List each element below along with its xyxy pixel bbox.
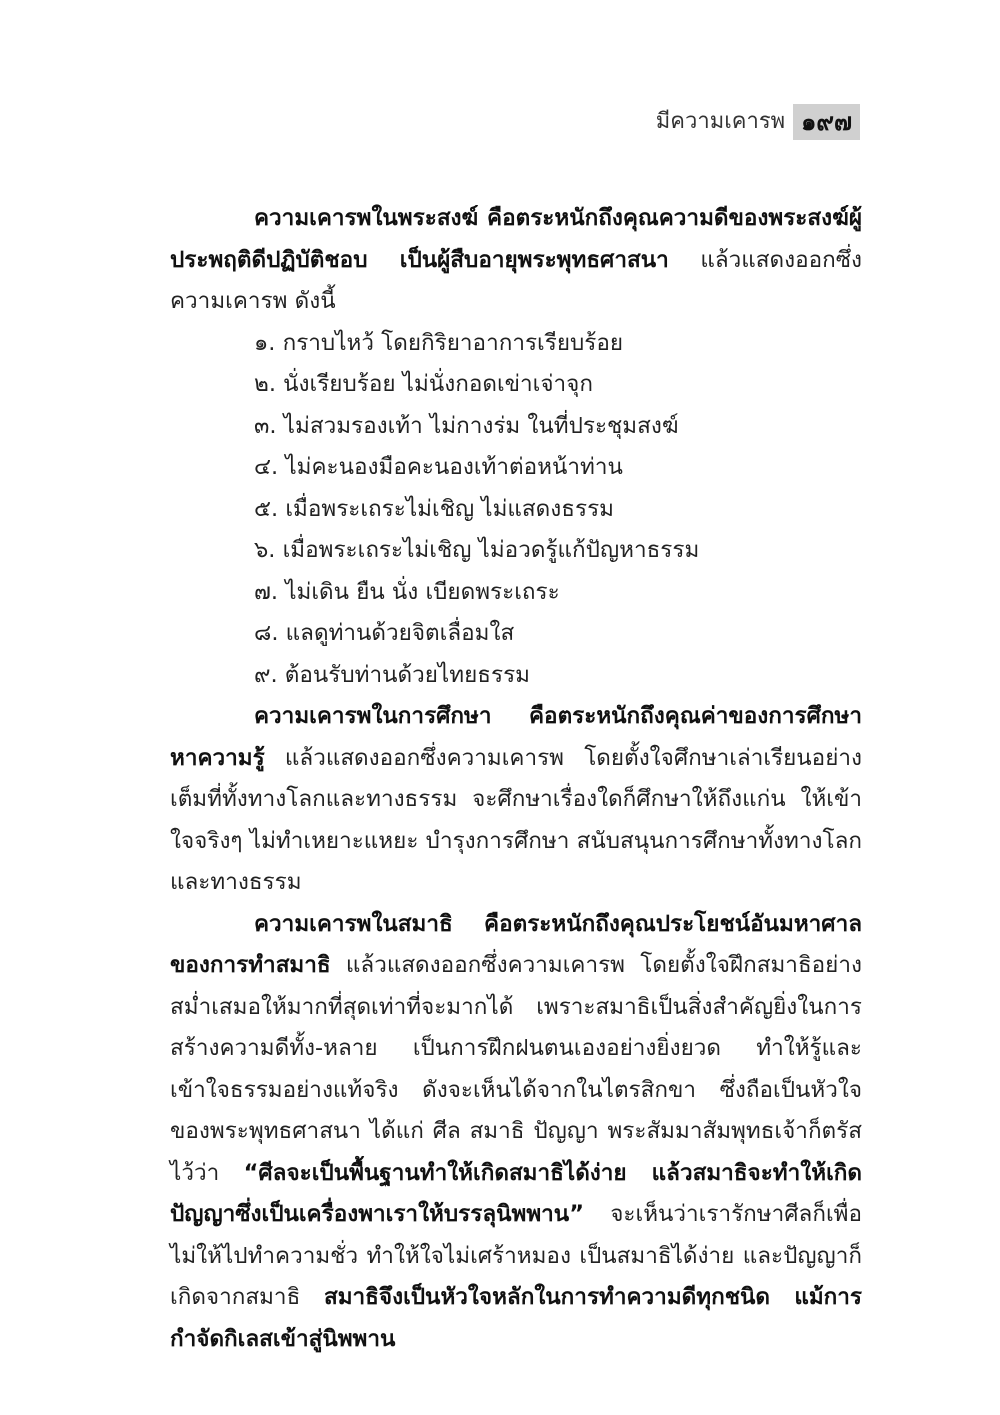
- list-item: ๓. ไม่สวมรองเท้า ไม่กางร่ม ในที่ประชุมสงฆ์: [254, 412, 679, 439]
- list-item: ๕. เมื่อพระเถระไม่เชิญ ไม่แสดงธรรม: [254, 495, 614, 522]
- paragraph-study-text: แล้วแสดงออกซึ่งความเคารพ โดยตั้งใจศึกษาเล่าเรียนอย่างเต็มที่ทั้งทางโลกและทางธรรม จะศึกษาเรื่องใดก็ศึกษาให้ถึงแก่น ให้เข้าใจจริงๆ ไม่ทำเหยาะแหยะ บำรุงการศึกษา สนับสนุนการศึกษาทั้งทางโลกและทางธรรม: [170, 744, 862, 895]
- page-header: [656, 104, 860, 140]
- list-item: ๖. เมื่อพระเถระไม่เชิญ ไม่อวดรู้แก้ปัญหาธรรม: [254, 537, 700, 563]
- list-item: ๗. ไม่เดิน ยืน นั่ง เบียดพระเถระ: [254, 578, 560, 605]
- bold-lead-study: ความเคารพในการศึกษา คือตระหนักถึงคุณค่าของการศึกษาหาความรู้: [170, 703, 862, 771]
- list-item: ๔. ไม่คะนองมือคะนองเท้าต่อหน้าท่าน: [254, 454, 623, 480]
- list-item: ๙. ต้อนรับท่านด้วยไทยธรรม: [254, 661, 530, 688]
- bold-lead-meditation: ความเคารพในสมาธิ คือตระหนักถึงคุณประโยชน์อันมหาศาลของการทำสมาธิ: [170, 910, 862, 978]
- buddha-quote: “ศีลจะเป็นพื้นฐานทำให้เกิดสมาธิได้ง่าย แล้วสมาธิจะทำให้เกิดปัญญาซึ่งเป็นเครื่องพาเราให้บรรลุนิพพาน”: [170, 1159, 862, 1227]
- paragraph-meditation-text-2: จะเห็นว่าเรารักษาศีลก็เพื่อไม่ให้ไปทำความชั่ว ทำให้ใจไม่เศร้าหมอง เป็นสมาธิได้ง่าย และปัญญาก็เกิดจากสมาธิ: [170, 1201, 862, 1310]
- paragraph-sangha-text: แล้วแสดงออกซึ่งความเคารพ ดังนี้: [170, 246, 862, 314]
- bold-lead-sangha: ความเคารพในพระสงฆ์ คือตระหนักถึงคุณความดีของพระสงฆ์ผู้ประพฤติดีปฏิบัติชอบ เป็นผู้สืบอายุพระพุทธศาสนา: [170, 205, 862, 273]
- body-text: [170, 198, 862, 1360]
- paragraph-study: [170, 696, 862, 904]
- paragraph-meditation: [170, 904, 862, 1361]
- running-title: มีความเคารพ: [655, 109, 786, 134]
- bold-conclusion: สมาธิจึงเป็นหัวใจหลักในการทำความดีทุกชนิด แม้การกำจัดกิเลสเข้าสู่นิพพาน: [170, 1284, 863, 1352]
- respect-list: [170, 323, 862, 697]
- page-number: ๑๙๗: [793, 104, 860, 140]
- list-item: ๒. นั่งเรียบร้อย ไม่นั่งกอดเข่าเจ่าจุก: [254, 371, 593, 397]
- list-item: ๘. แลดูท่านด้วยจิตเลื่อมใส: [254, 620, 515, 646]
- paragraph-sangha: [170, 198, 862, 323]
- list-item: ๑. กราบไหว้ โดยกิริยาอาการเรียบร้อย: [254, 329, 624, 356]
- paragraph-meditation-text: แล้วแสดงออกซึ่งความเคารพ โดยตั้งใจฝึกสมาธิอย่างสม่ำเสมอให้มากที่สุดเท่าที่จะมากได้ เพราะสมาธิเป็นสิ่งสำคัญยิ่งในการสร้างความดีทั้ง-หลาย เป็นการฝึกฝนตนเองอย่างยิ่งยวด ทำให้รู้และเข้าใจธรรมอย่างแท้จริง ดังจะเห็นได้จากในไตรสิกขา ซึ่งถือเป็นหัวใจของพระพุทธศาสนา ได้แก่ ศีล สมาธิ ปัญญา พระสัมมาสัมพุทธเจ้าก็ตรัสไว้ว่า: [170, 952, 862, 1186]
